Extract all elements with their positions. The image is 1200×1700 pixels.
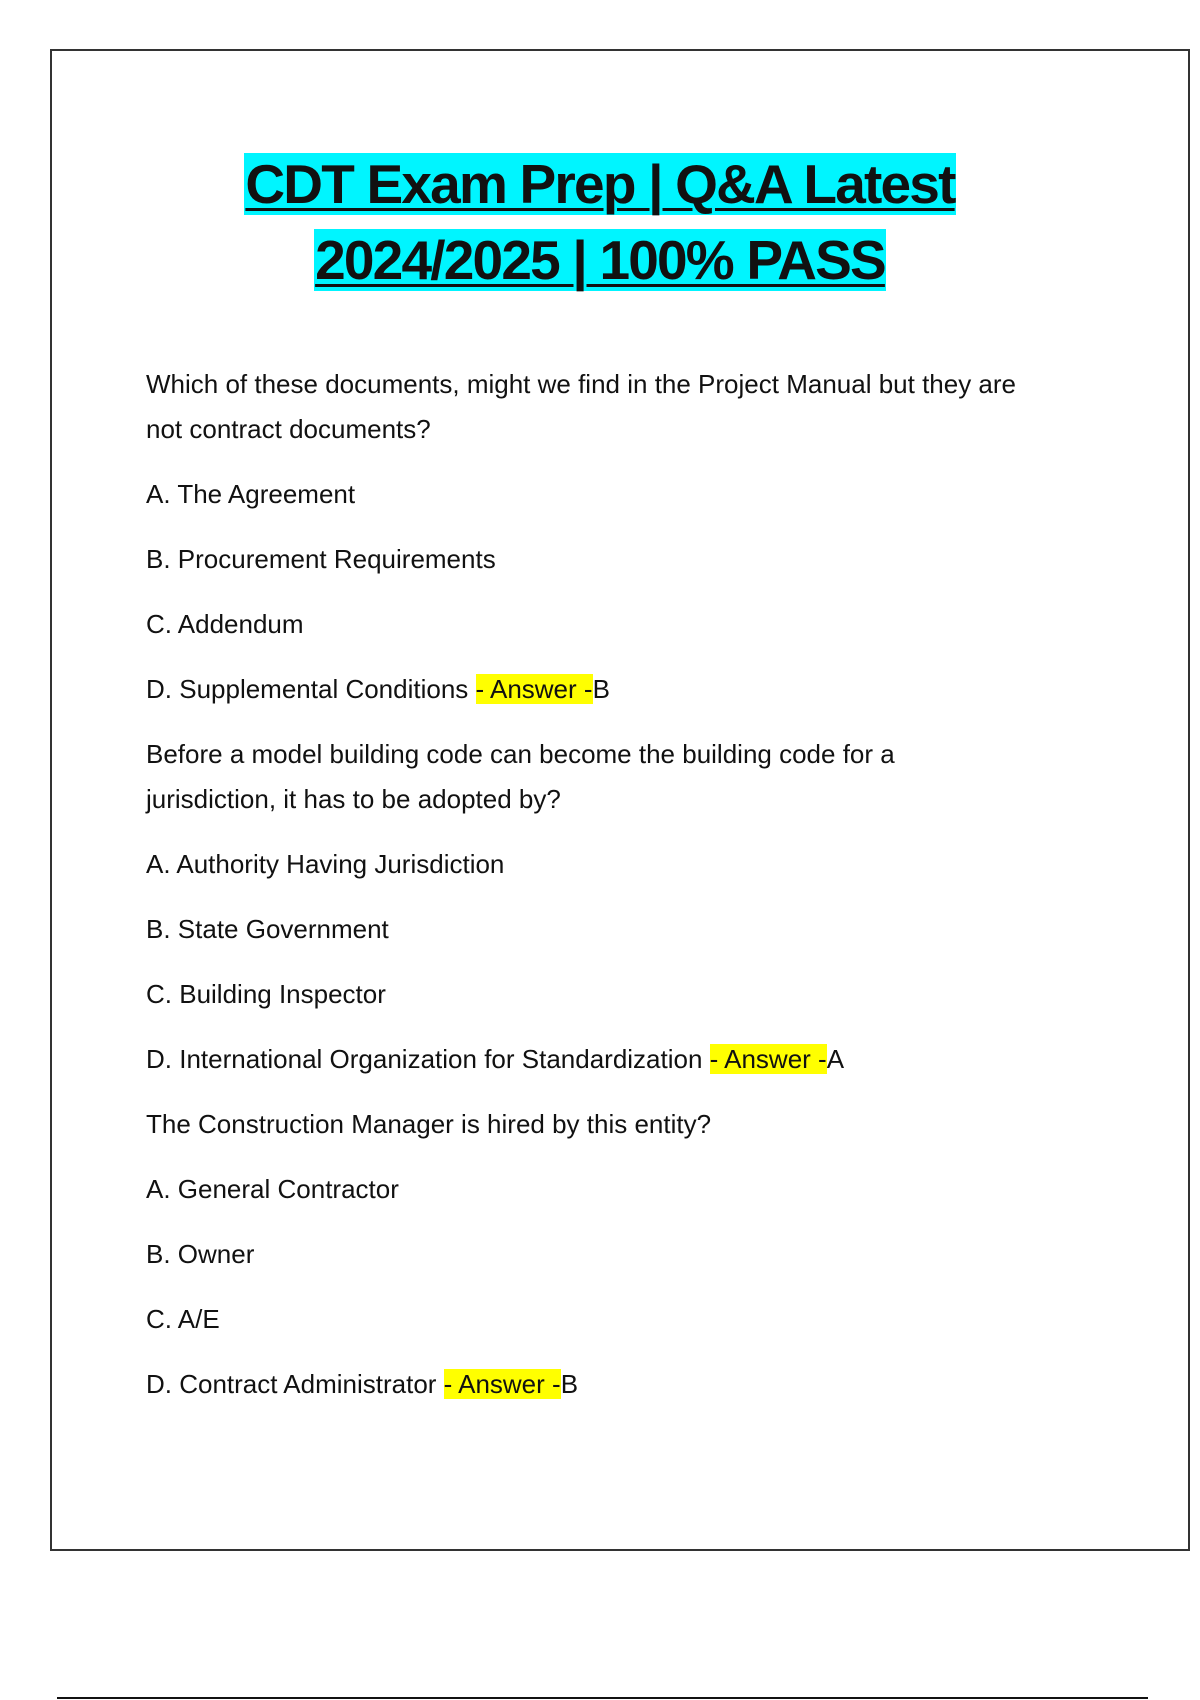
option: B. Owner — [146, 1239, 255, 1269]
question-text: Which of these documents, might we find in the Project Manual but they are not contract documents? — [146, 369, 1017, 444]
option: B. Procurement Requirements — [146, 544, 496, 574]
qa-list — [146, 362, 1106, 1427]
option: D. Supplemental Conditions — [146, 674, 476, 704]
option: A. Authority Having Jurisdiction — [146, 849, 505, 879]
question-text: Before a model building code can become the building code for a jurisdiction, it has to be adopted by? — [146, 739, 895, 814]
option: D. International Organization for Standardization — [146, 1044, 710, 1074]
option: C. Building Inspector — [146, 979, 386, 1009]
option: C. A/E — [146, 1304, 220, 1334]
answer-letter: A — [826, 1044, 845, 1074]
question-text: The Construction Manager is hired by this entity? — [146, 1109, 712, 1139]
option: A. The Agreement — [146, 479, 356, 509]
answer-marker: - Answer - — [443, 1369, 561, 1399]
option: C. Addendum — [146, 609, 304, 639]
answer-marker: - Answer - — [475, 674, 593, 704]
page-title — [0, 146, 1200, 298]
answer-letter: B — [560, 1369, 579, 1399]
option: D. Contract Administrator — [146, 1369, 444, 1399]
option-with-answer — [146, 1037, 1106, 1082]
option-with-answer — [146, 1362, 1106, 1407]
option-with-answer — [146, 667, 1106, 712]
option: A. General Contractor — [146, 1174, 399, 1204]
answer-marker: - Answer - — [709, 1044, 827, 1074]
title-line-2: 2024/2025 | 100% PASS — [315, 229, 885, 291]
answer-letter: B — [592, 674, 610, 704]
bottom-divider — [57, 1697, 1148, 1699]
title-line-1: CDT Exam Prep | Q&A Latest — [245, 153, 955, 215]
option: B. State Government — [146, 914, 389, 944]
